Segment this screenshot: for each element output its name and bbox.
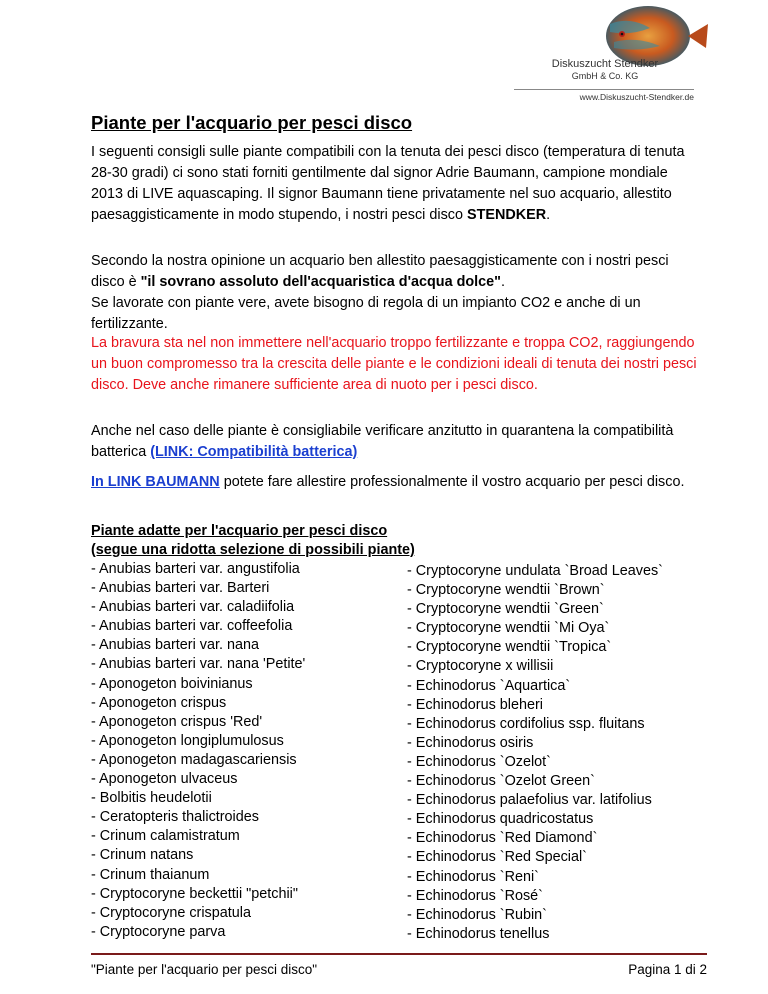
baumann-paragraph — [91, 472, 701, 493]
baumann-link[interactable]: In LINK BAUMANN — [91, 474, 220, 490]
list-item: - Aponogeton crispus — [91, 694, 227, 711]
list-item: - Echinodorus bleheri — [407, 696, 543, 713]
discus-fish-icon — [540, 6, 710, 66]
quarantine-text: Anche nel caso delle piante è consigliabile verificare anzitutto in quarantena la compatibilità batterica — [91, 423, 674, 460]
plant-list-right — [407, 562, 663, 944]
list-item: - Bolbitis heudelotii — [91, 790, 212, 807]
footer-document-title: "Piante per l'acquario per pesci disco" — [91, 962, 318, 977]
plant-list-heading — [91, 522, 415, 559]
list-item: - Aponogeton crispus 'Red' — [91, 713, 263, 730]
list-item: - Cryptocoryne wendtii `Mi Oya` — [407, 620, 610, 637]
list-item: - Anubias barteri var. Barteri — [91, 580, 270, 597]
footer-divider — [91, 953, 707, 955]
opinion-end: . — [501, 274, 505, 290]
list-item: - Cryptocoryne x willisii — [407, 658, 554, 675]
list-item: - Crinum natans — [91, 847, 194, 864]
company-subtitle: GmbH & Co. KG — [571, 71, 639, 81]
list-item: - Anubias barteri var. caladiifolia — [91, 599, 295, 616]
header-divider — [514, 89, 694, 90]
list-item: - Echinodorus osiris — [407, 734, 534, 751]
list-item: - Echinodorus `Ozelot Green` — [407, 773, 595, 790]
list-item: - Ceratopteris thalictroides — [91, 809, 259, 826]
plant-list-left — [91, 560, 305, 942]
list-item: - Echinodorus `Rubin` — [407, 906, 547, 923]
bacterial-compatibility-link[interactable]: (LINK: Compatibilità batterica) — [150, 444, 358, 460]
baumann-text: potete fare allestire professionalmente il vostro acquario per pesci disco. — [219, 474, 685, 490]
list-item: - Echinodorus `Reni` — [407, 868, 539, 885]
list-item: - Echinodorus tenellus — [407, 925, 550, 942]
list-item: - Cryptocoryne wendtii `Brown` — [407, 582, 605, 599]
website-url[interactable]: www.Diskuszucht-Stendker.de — [579, 92, 694, 102]
intro-text: I seguenti consigli sulle piante compatibili con la tenuta dei pesci disco (temperatura di tenuta 28-30 gradi) ci sono stati forniti gentilmente dal signor Adrie Baumann, campione mondiale 2013 di LIVE aquascaping. Il signor Baumann tiene privatamente nel suo acquario, allestito paesaggisticamente in modo stupendo, i nostri pesci disco — [91, 144, 685, 223]
list-item: - Cryptocoryne beckettii "petchii" — [91, 885, 298, 902]
list-item: - Aponogeton ulvaceus — [91, 771, 238, 788]
list-item: - Echinodorus `Aquartica` — [407, 677, 571, 694]
list-item: - Cryptocoryne crispatula — [91, 904, 251, 921]
list-item: - Anubias barteri var. nana — [91, 637, 259, 654]
quarantine-paragraph — [91, 421, 701, 463]
list-item: - Cryptocoryne parva — [91, 923, 226, 940]
list-item: - Crinum calamistratum — [91, 828, 240, 845]
list-item: - Cryptocoryne wendtii `Green` — [407, 601, 604, 618]
list-item: - Crinum thaianum — [91, 866, 210, 883]
list-item: - Cryptocoryne wendtii `Tropica` — [407, 639, 612, 656]
plant-list-title: Piante adatte per l'acquario per pesci disco — [91, 523, 388, 539]
co2-text: Se lavorate con piante vere, avete bisogno di regola di un impianto CO2 e anche di un fertilizzante. — [91, 295, 641, 332]
list-item: - Echinodorus palaefolius var. latifolius — [407, 792, 652, 809]
opinion-text: Secondo la nostra opinione un acquario ben allestito paesaggisticamente con i nostri pesci disco è — [91, 253, 669, 290]
company-name — [515, 58, 695, 82]
page-title: Piante per l'acquario per pesci disco — [91, 112, 413, 133]
opinion-paragraph — [91, 251, 701, 335]
list-item: - Echinodorus quadricostatus — [407, 811, 594, 828]
list-item: - Anubias barteri var. nana 'Petite' — [91, 656, 306, 673]
opinion-quote: "il sovrano assoluto dell'acquaristica d'acqua dolce" — [140, 274, 501, 290]
list-item: - Aponogeton longiplumulosus — [91, 732, 284, 749]
warning-paragraph: La bravura sta nel non immettere nell'acquario troppo fertilizzante e troppa CO2, raggiungendo un buon compromesso tra la crescita delle piante e le condizioni ideali di tenuta dei nostri pesci disco. Deve anche rimanere sufficiente area di nuoto per i pesci disco. — [91, 335, 697, 393]
footer-page-number: Pagina 1 di 2 — [628, 962, 707, 977]
brand-name: STENDKER — [466, 207, 547, 223]
intro-end: . — [546, 207, 551, 223]
list-item: - Anubias barteri var. coffeefolia — [91, 618, 293, 635]
list-item: - Anubias barteri var. angustifolia — [91, 561, 300, 577]
list-item: - Echinodorus `Red Diamond` — [407, 830, 598, 847]
company-name-text: Diskuszucht Stendker — [551, 58, 659, 70]
list-item: - Cryptocoryne undulata `Broad Leaves` — [407, 563, 663, 579]
list-item: - Aponogeton boivinianus — [91, 675, 253, 692]
list-item: - Echinodorus `Ozelot` — [407, 753, 551, 770]
plant-list-subtitle: (segue una ridotta selezione di possibili piante) — [91, 541, 415, 558]
list-item: - Echinodorus `Red Special` — [407, 849, 587, 866]
list-item: - Echinodorus cordifolius ssp. fluitans — [407, 715, 645, 732]
list-item: - Aponogeton madagascariensis — [91, 751, 297, 768]
list-item: - Echinodorus `Rosé` — [407, 887, 543, 904]
intro-paragraph — [91, 142, 701, 226]
